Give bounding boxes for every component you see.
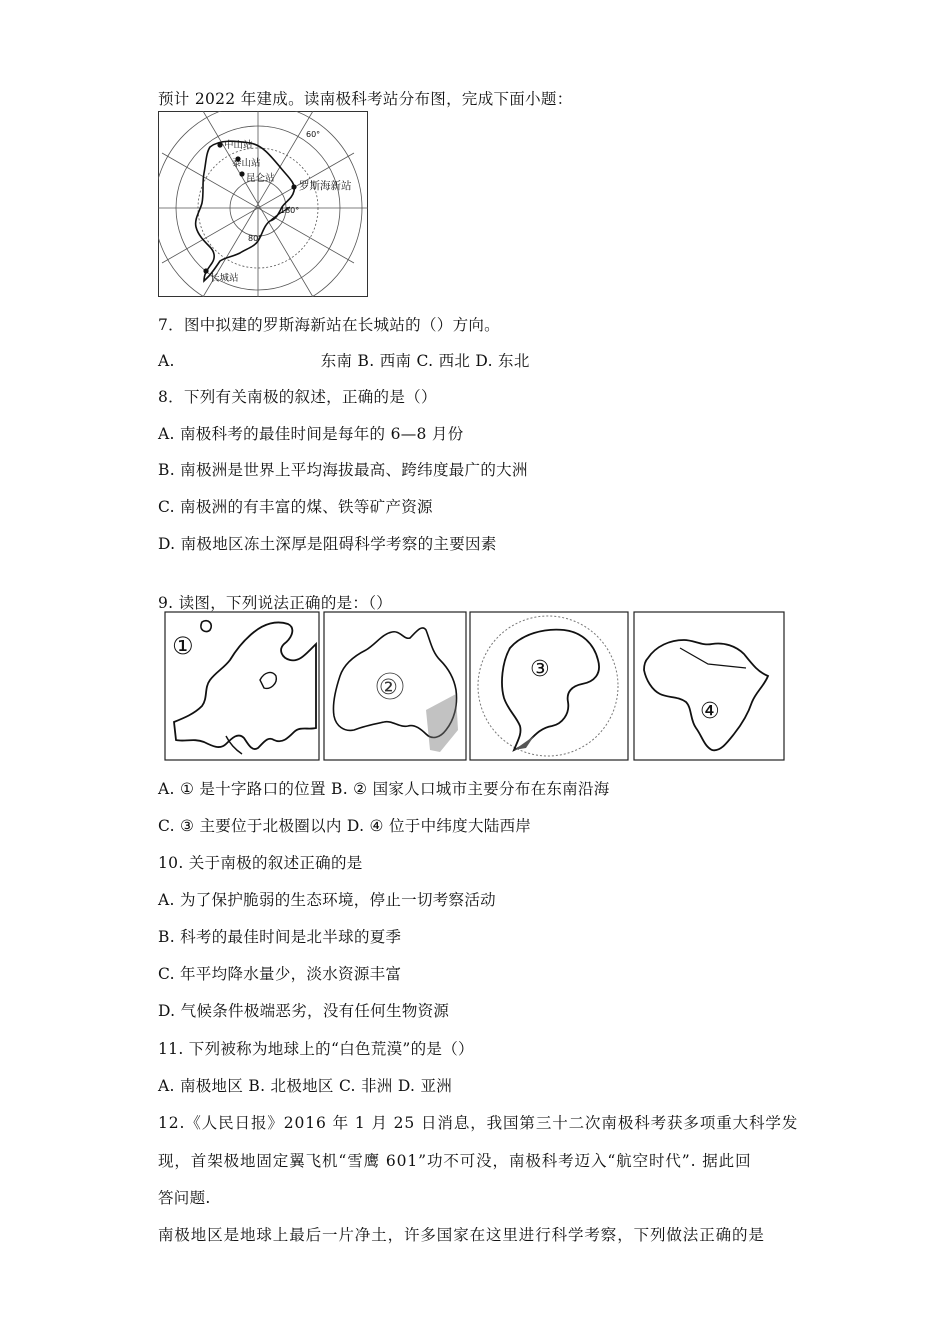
q10-option-a: A. 为了保护脆弱的生态环境，停止一切考察活动	[158, 891, 496, 909]
zhongshan-label: 中山站	[224, 140, 253, 151]
kunlun-station-dot	[239, 171, 244, 176]
q9-continent-maps	[164, 610, 786, 764]
intro-text: 预计 2022 年建成。读南极科考站分布图，完成下面小题：	[158, 90, 573, 108]
lat-80-label: 80°	[248, 234, 263, 243]
q7-options	[158, 350, 530, 372]
antarctic-station-map	[158, 111, 368, 297]
q9-options-cd: C. ③ 主要位于北极圈以内 D. ④ 位于中纬度大陆西岸	[158, 817, 532, 835]
panel-2-label: ②	[379, 675, 398, 699]
q10-stem: 10. 关于南极的叙述正确的是	[158, 854, 363, 872]
panel-4-label: ④	[700, 699, 720, 724]
q7-stem: 7．图中拟建的罗斯海新站在长城站的（）方向。	[158, 316, 500, 334]
lon-180-label: 180°	[280, 206, 300, 215]
q10-option-b: B. 科考的最佳时间是北半球的夏季	[158, 928, 402, 946]
panel-europe	[165, 612, 319, 760]
ross-sea-station-dot	[291, 184, 296, 189]
q9-options-ab: A. ① 是十字路口的位置 B. ② 国家人口城市主要分布在东南沿海	[158, 780, 610, 798]
panel-1-label: ①	[172, 632, 194, 660]
lat-60-label: 60°	[306, 130, 321, 139]
taishan-label: 泰山站	[232, 158, 261, 169]
q7-option-a-label: A.	[158, 352, 175, 370]
q12-line-1: 12.《人民日报》2016 年 1 月 25 日消息，我国第三十二次南极科考获多项重大科学发	[158, 1114, 799, 1132]
changcheng-station-dot	[203, 268, 208, 273]
q8-option-c: C. 南极洲的有丰富的煤、铁等矿产资源	[158, 498, 433, 516]
kunlun-label: 昆仑站	[246, 173, 275, 184]
q7-options-text: 东南 B. 西南 C. 西北 D. 东北	[320, 352, 530, 370]
q10-option-d: D. 气候条件极端恶劣，没有任何生物资源	[158, 1002, 450, 1020]
q10-option-c: C. 年平均降水量少，淡水资源丰富	[158, 965, 402, 983]
q8-stem: 8．下列有关南极的叙述，正确的是（）	[158, 388, 437, 406]
q12-line-3: 答问题.	[158, 1189, 211, 1207]
panel-3-label: ③	[530, 657, 550, 682]
panel-australia	[324, 612, 466, 760]
q8-option-b: B. 南极洲是世界上平均海拔最高、跨纬度最广的大洲	[158, 461, 528, 479]
ross-sea-label: 罗斯海新站	[299, 180, 352, 192]
changcheng-label: 长城站	[210, 273, 239, 284]
q8-option-a: A. 南极科考的最佳时间是每年的 6—8 月份	[158, 425, 464, 443]
q9-stem: 9. 读图，下列说法正确的是：（）	[158, 594, 393, 612]
panel-antarctica	[470, 612, 628, 760]
q12-line-2: 现，首架极地固定翼飞机“雪鹰 601”功不可没，南极科考迈入“航空时代”. 据此回	[158, 1152, 752, 1170]
zhongshan-station-dot	[217, 142, 222, 147]
q8-option-d: D. 南极地区冻土深厚是阻碍科学考察的主要因素	[158, 535, 497, 553]
q12-line-4: 南极地区是地球上最后一片净土，许多国家在这里进行科学考察，下列做法正确的是	[158, 1226, 765, 1244]
q11-stem: 11. 下列被称为地球上的“白色荒漠”的是（）	[158, 1040, 474, 1058]
q11-options: A. 南极地区 B. 北极地区 C. 非洲 D. 亚洲	[158, 1077, 453, 1095]
panel-africa	[634, 612, 784, 760]
